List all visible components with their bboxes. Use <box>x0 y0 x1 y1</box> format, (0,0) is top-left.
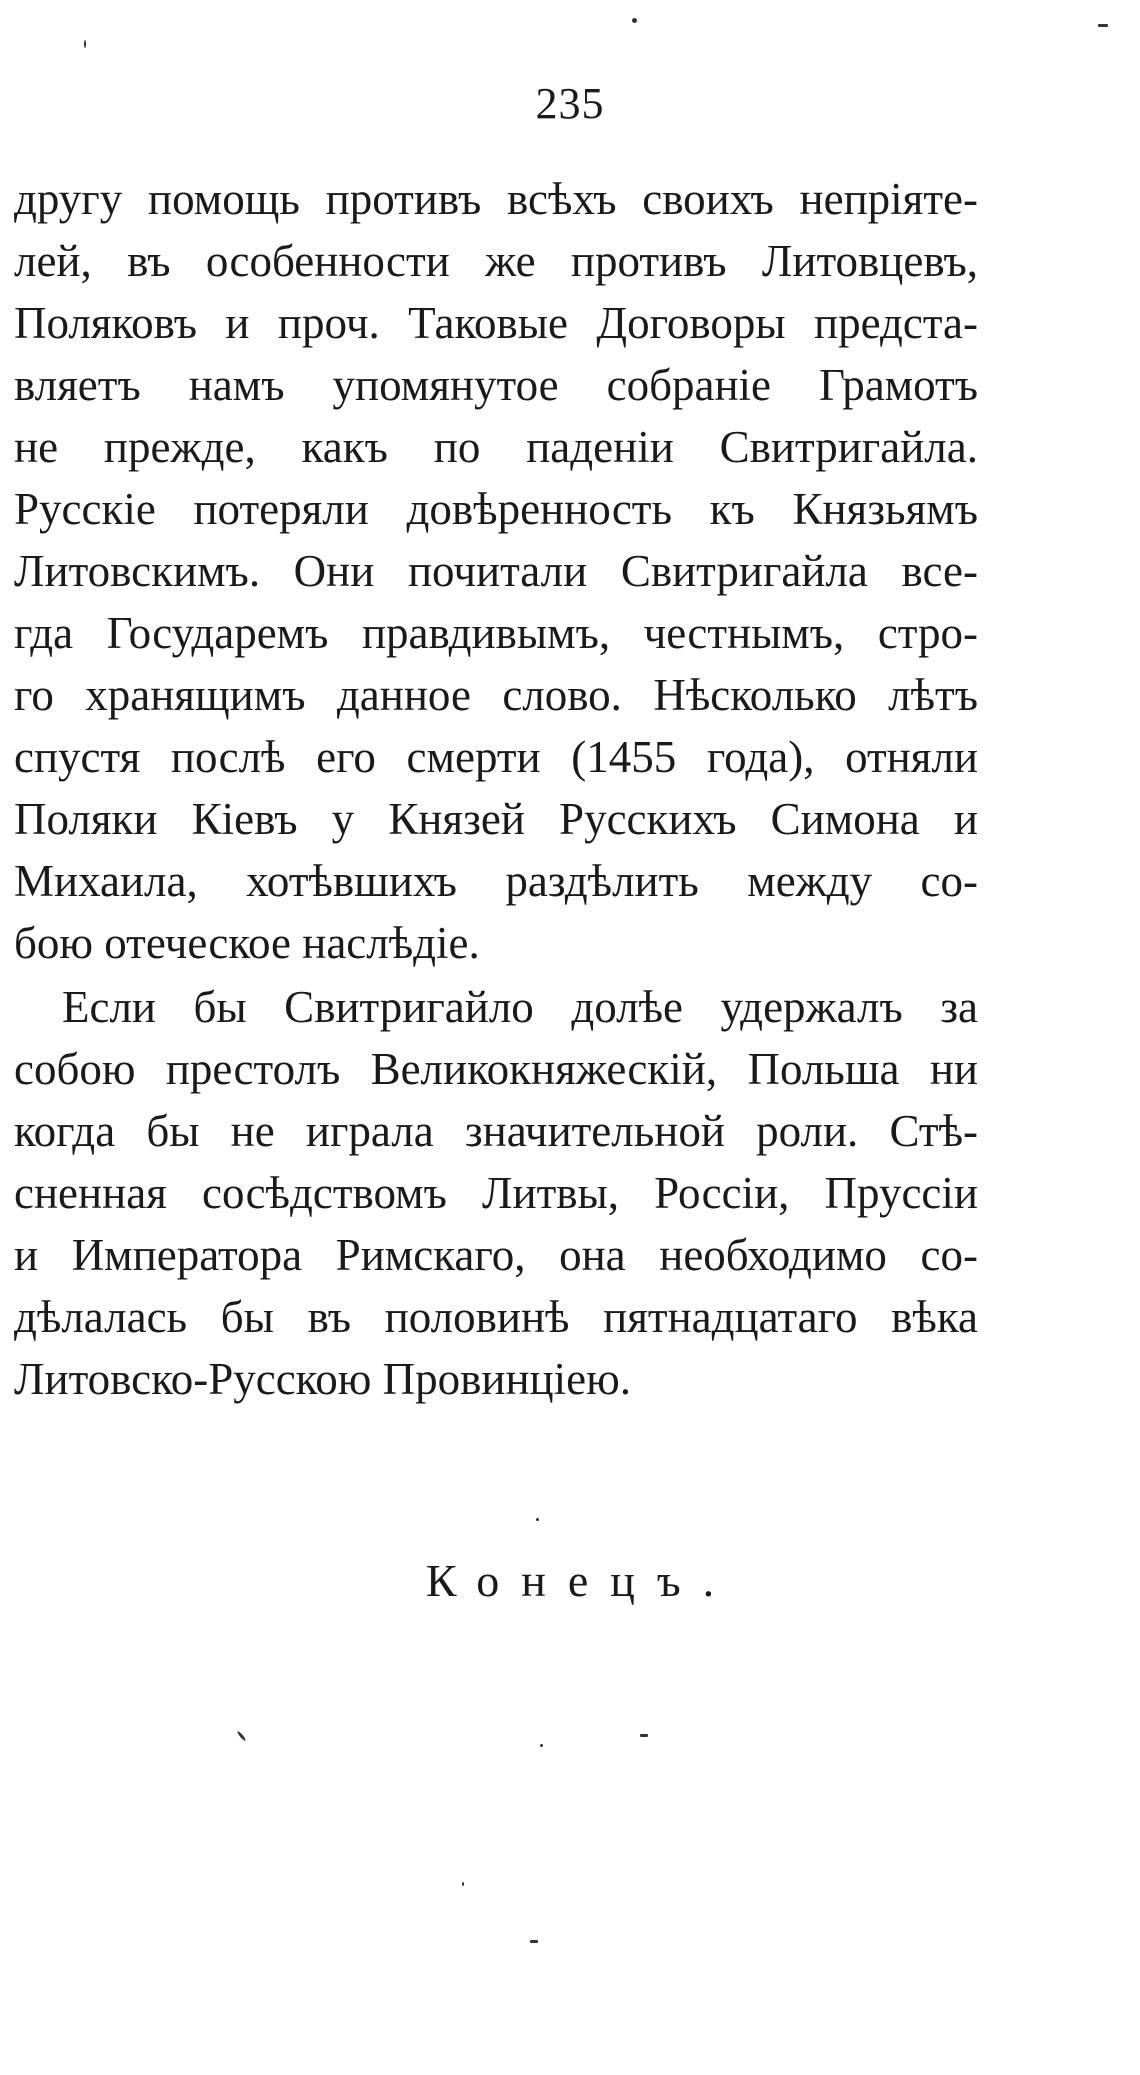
text-line: Литовско-Русскою Провинціею. <box>14 1354 631 1404</box>
text-line: Если бы Свитригайло долѣе удержалъ за <box>62 982 978 1032</box>
print-speck <box>640 1734 648 1737</box>
print-speck <box>84 40 86 48</box>
end-mark: Конецъ. <box>425 1555 737 1606</box>
text-line: вляетъ намъ упомянутое собраніе Грамотъ <box>14 360 978 410</box>
text-line: гда Государемъ правдивымъ, честнымъ, стро- <box>14 608 978 658</box>
print-speck <box>462 1882 464 1886</box>
text-line: не прежде, какъ по паденіи Свитригайла. <box>14 422 978 472</box>
print-speck <box>236 1730 246 1741</box>
text-line: лей, въ особенности же противъ Литовцевъ, <box>14 236 978 286</box>
text-line: Русскіе потеряли довѣренность къ Князьямъ <box>14 484 978 534</box>
page-number: 235 <box>535 79 605 128</box>
text-line: собою престолъ Великокняжескій, Польша ни <box>14 1044 978 1094</box>
text-line: и Императора Римскаго, она необходимо со- <box>14 1230 978 1280</box>
text-line: сненная сосѣдствомъ Литвы, Россіи, Пруссіи <box>14 1168 978 1218</box>
text-line: дѣлалась бы въ половинѣ пятнадцатаго вѣка <box>14 1292 978 1342</box>
print-speck <box>632 18 637 23</box>
print-speck <box>540 1744 543 1747</box>
print-speck <box>1098 24 1108 27</box>
text-line: бою отеческое наслѣдіе. <box>14 918 480 968</box>
text-line: спустя послѣ его смерти (1455 года), отняли <box>14 732 978 782</box>
text-line: когда бы не играла значительной роли. Стѣ- <box>14 1106 978 1156</box>
text-line: другу помощь противъ всѣхъ своихъ непріяте- <box>14 174 978 224</box>
text-line: Литовскимъ. Они почитали Свитригайла все- <box>14 546 978 596</box>
print-speck <box>530 1940 538 1943</box>
text-line: Михаила, хотѣвшихъ раздѣлить между со- <box>14 856 978 906</box>
text-line: Поляки Кіевъ у Князей Русскихъ Симона и <box>14 794 978 844</box>
text-line: Поляковъ и проч. Таковые Договоры предста- <box>14 298 978 348</box>
print-speck <box>536 1518 539 1521</box>
text-line: го хранящимъ данное слово. Нѣсколько лѣтъ <box>14 670 978 720</box>
